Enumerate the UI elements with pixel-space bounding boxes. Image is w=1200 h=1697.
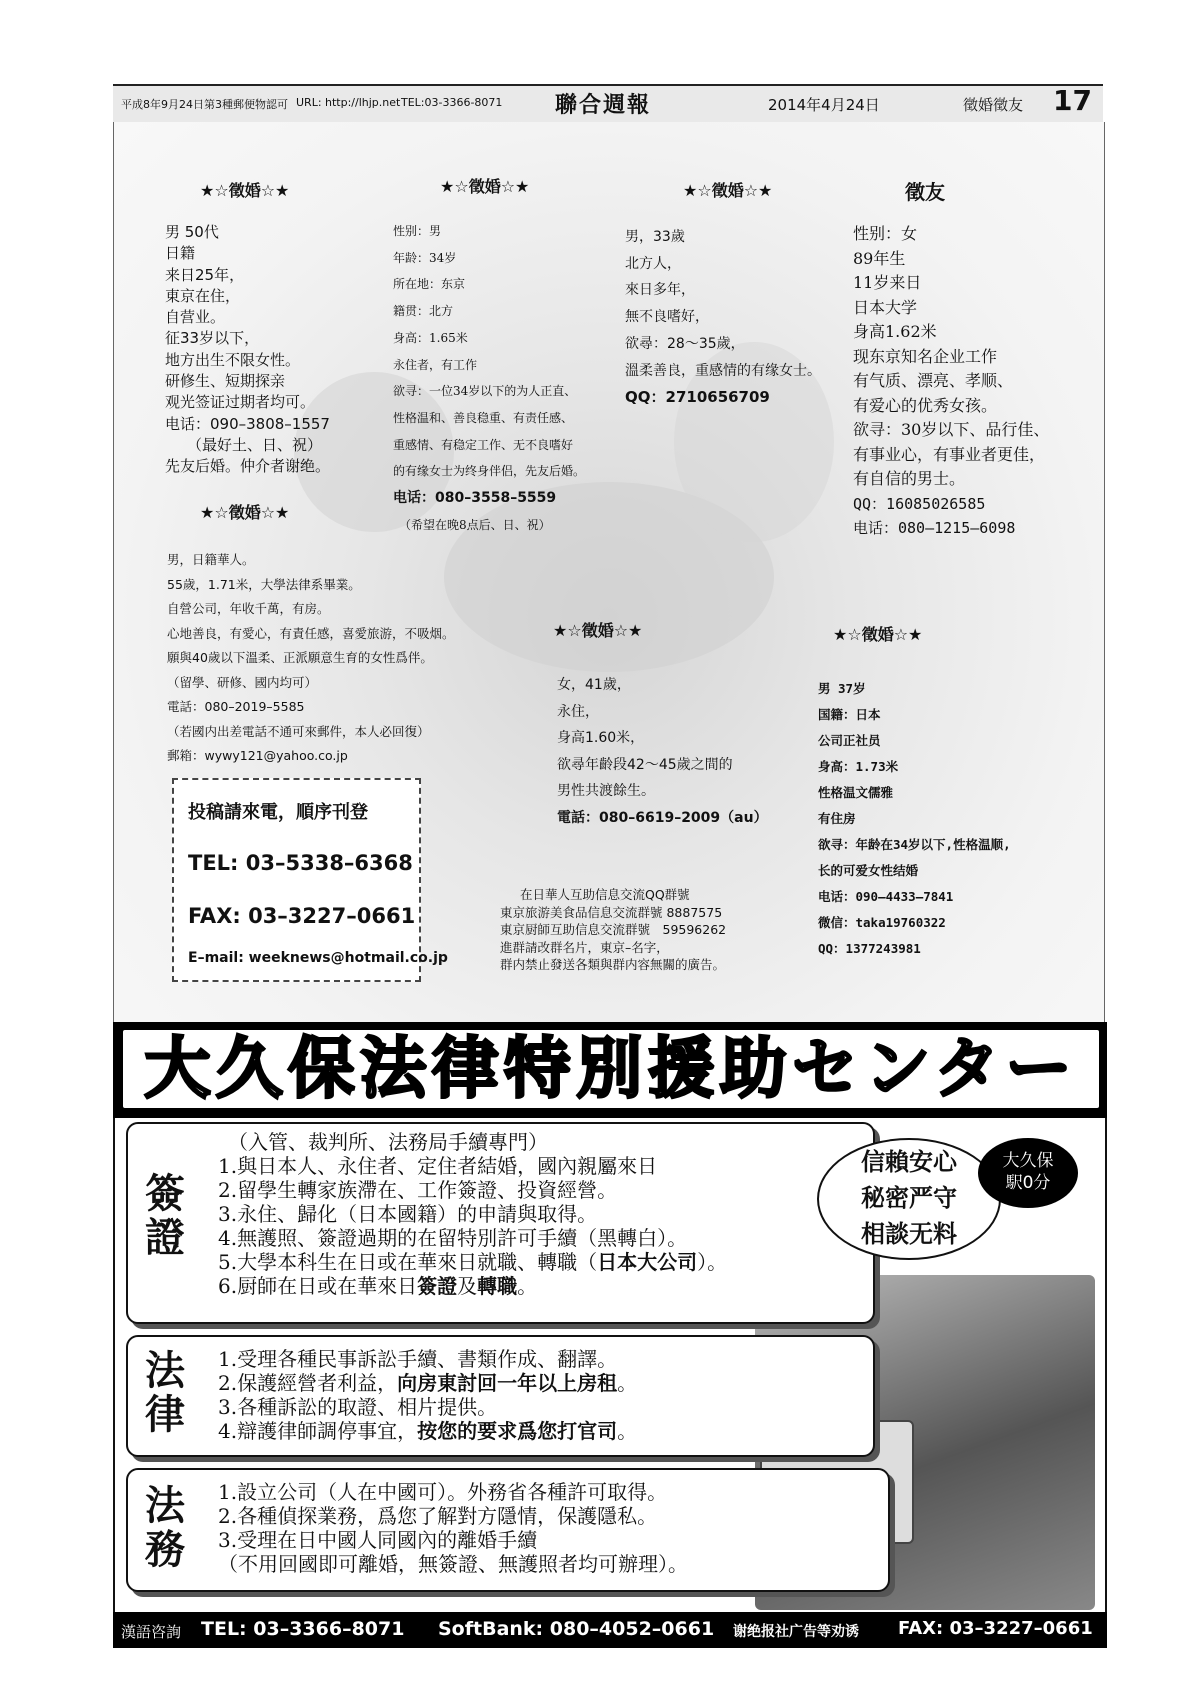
corporate-lines: 1.設立公司（人在中國可）。外務省各種許可取得。 2.各種偵探業務，爲您了解對方隱情，保護隱私。 3.受理在日中國人同國內的離婚手續 （不用回國即可離婚，無簽證、無護照者均可辦理）。 xyxy=(218,1480,688,1576)
consult-label: 漢語咨詢 xyxy=(121,1623,182,1641)
ad5-body: 男，日籍華人。 55歲，1.71米，大學法律系畢業。 自營公司，年收千萬，有房。 心地善良，有愛心，有責任感，喜愛旅游，不吸烟。 願與40歲以下溫柔、正派願意生育的女性爲伴。 （留學、研修、國内均可） 電話：080–2019–5585 （若國内出差電話不通可來郵件，本人必回復） 郵箱：wywy121@yahoo.co.jp xyxy=(167,552,455,763)
law-service-box xyxy=(126,1335,875,1457)
station-badge: 大久保 駅0分 xyxy=(978,1138,1078,1208)
section-name: 徵婚徵友 xyxy=(963,96,1024,114)
footer-fax: FAX: 03–3227–0661 xyxy=(898,1618,1093,1639)
visa-service-box xyxy=(126,1122,875,1324)
visa-label: 簽 證 xyxy=(145,1170,185,1261)
contact-tel[interactable]: TEL: 03–5338–6368 xyxy=(188,851,413,875)
law-lines: 1.受理各種民事訴訟手續、書類作成、翻譯。 2.保護經營者利益，向房東討回一年以上房租。 3.各種訴訟的取證、相片提供。 4.辯護律師調停事宜，按您的要求爲您打官司。 xyxy=(218,1347,638,1443)
ad2-heading: ★☆徵婚☆★ xyxy=(440,177,530,196)
ad1-body: 男 50代 日籍 来日25年， 東京在住， 自营业。 征33岁以下， 地方出生不限女性。 研修生、短期探亲 观光签证过期者均可。 电话：090–3808–1557 （最好土、日、祝） 先友后婚。仲介者谢绝。 xyxy=(165,223,331,476)
postal-permit: 平成8年9月24日第3種郵便物認可 xyxy=(121,98,288,111)
newspaper-title: 聯合週報 xyxy=(555,92,652,118)
ad6-phone: 電話：080–6619–2009（au） xyxy=(557,809,768,826)
ad7-heading: ★☆徵婚☆★ xyxy=(833,625,923,644)
ad3-qq: QQ：2710656709 xyxy=(625,388,770,407)
ad2-phone: 电话：080–3558–5559 xyxy=(393,490,557,507)
issue-date: 2014年4月24日 xyxy=(768,96,880,114)
ad2-body: 性别：男 年龄：34岁 所在地：东京 籍贯：北方 身高：1.65米 永住者，有工作 欲寻：一位34岁以下的为人正直、 性格温和、善良稳重、有责任感、 重感情、有稳定工作、无不良嗜好 的有缘女士为终身伴侣，先友后婚。 电话：080–3558–5559 （希望在晚8点后、日、祝） xyxy=(393,218,585,538)
ad7-body: 男 37岁 国籍：日本 公司正社员 身高：1.73米 性格温文儒雅 有住房 欲寻：年龄在34岁以下,性格温顺, 长的可爱女性结婚 电话：090–4433–7841 微信：taka19760322 QQ：1377243981 xyxy=(818,681,1011,956)
contact-fax: FAX: 03–3227–0661 xyxy=(188,904,416,928)
ad6-body: 女，41歲， 永住， 身高1.60米， 欲尋年齡段42～45歲之間的 男性共渡餘生。 電話：080–6619–2009（au） xyxy=(557,672,768,831)
contact-title: 投稿請來電，順序刊登 xyxy=(188,802,368,823)
law-label: 法 律 xyxy=(145,1347,185,1438)
ad4-body: 性别：女 89年生 11岁来日 日本大学 身高1.62米 现东京知名企业工作 有气质、漂亮、孝顺、 有爱心的优秀女孩。 欲寻：30岁以下、品行佳、 有事业心，有事业者更佳， 有自信的男士。 QQ：16085026585 电话：080–1215–6098 xyxy=(853,224,1050,537)
ad1-heading: ★☆徵婚☆★ xyxy=(200,181,290,200)
ad3-body: 男，33歲 北方人， 來日多年， 無不良嗜好， 欲尋：28～35歲， 溫柔善良，重感情的有缘女士。 QQ：2710656709 xyxy=(625,224,821,411)
ad6-heading: ★☆徵婚☆★ xyxy=(553,621,643,640)
ad5-heading: ★☆徵婚☆★ xyxy=(200,503,290,522)
submission-contact-box xyxy=(172,778,448,982)
slogan-list: 信賴安心 秘密严守 相談无料 xyxy=(861,1148,957,1248)
footer-tel[interactable]: TEL: 03–3366–8071 xyxy=(201,1618,405,1640)
visa-lines: （入管、裁判所、法務局手續專門） 1.與日本人、永住者、定住者結婚，國內親屬來日 2.留學生轉家族滯在、工作簽證、投資經營。 3.永住、歸化（日本國籍）的申請與取得。 4.無護照、簽證過期的在留特別許可手續（黑轉白）。 5.大學本科生在日或在華來日就職、轉職（日本大公司）。 6.厨師在日或在華來日簽證及轉職。 xyxy=(218,1130,728,1298)
footer-softbank[interactable]: SoftBank: 080–4052–0661 xyxy=(438,1618,715,1640)
corporate-service-box xyxy=(126,1468,890,1592)
header-url[interactable]: URL: http://lhjp.net xyxy=(296,96,401,109)
ad4-heading: 徵友 xyxy=(905,180,945,204)
page-header xyxy=(113,84,1103,125)
contact-email[interactable]: E–mail: weeknews@hotmail.co.jp xyxy=(188,950,448,966)
qq-group-notice: 在日華人互助信息交流QQ群號 東京旅游美食品信息交流群號 8887575 東京厨師互助信息交流群號 59596262 進群請改群名片，東京–名字， 群内禁止發送各類與群内容無關的廣告。 xyxy=(500,887,727,973)
page-number: 17 xyxy=(1053,84,1092,117)
slogan-bubble xyxy=(817,1138,1001,1260)
banner-title: 大久保法律特別援助センター xyxy=(144,1030,1078,1107)
corporate-label: 法 務 xyxy=(145,1482,185,1573)
header-tel: TEL:03-3366-8071 xyxy=(401,96,503,109)
footer-notice: 谢绝报社广告等劝诱 xyxy=(733,1624,859,1640)
footer-contact-bar xyxy=(113,1612,1107,1648)
ad3-heading: ★☆徵婚☆★ xyxy=(683,181,773,200)
ad2-note: （希望在晚8点后、日、祝） xyxy=(399,517,551,532)
